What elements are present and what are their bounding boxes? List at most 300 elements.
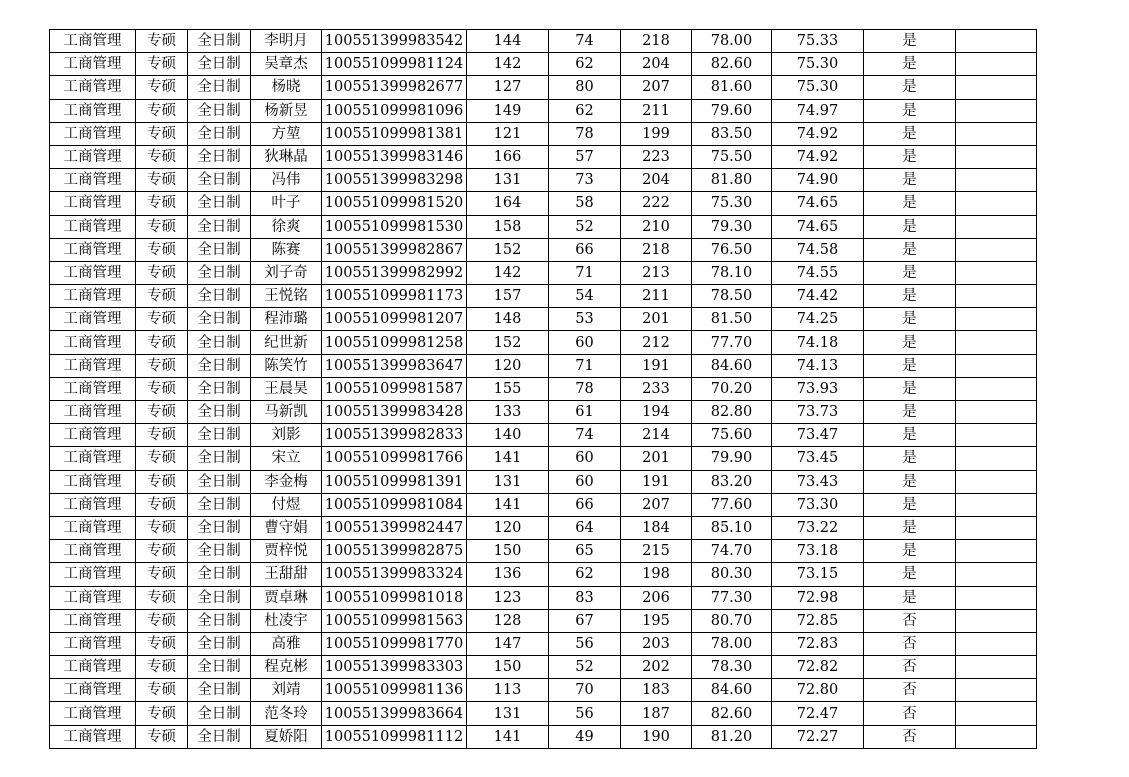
candidate-id-cell: 100551099981530 [322,215,467,238]
degree-type-cell: 专硕 [136,30,188,53]
study-mode-cell: 全日制 [188,401,251,424]
name-cell: 杨晓 [251,76,322,99]
table-row [50,609,1037,632]
score-a-cell: 128 [467,609,549,632]
interview-score-cell: 85.10 [692,516,772,539]
interview-score-cell: 84.60 [692,679,772,702]
admitted-cell: 是 [864,145,956,168]
score-a-cell: 113 [467,679,549,702]
name-cell: 纪世新 [251,331,322,354]
score-a-cell: 166 [467,145,549,168]
major-cell: 工商管理 [50,99,136,122]
final-score-cell: 73.93 [772,377,864,400]
interview-score-cell: 77.70 [692,331,772,354]
final-score-cell: 72.80 [772,679,864,702]
degree-type-cell: 专硕 [136,424,188,447]
score-a-cell: 150 [467,540,549,563]
score-a-cell: 148 [467,308,549,331]
interview-score-cell: 77.30 [692,586,772,609]
admitted-cell: 是 [864,238,956,261]
interview-score-cell: 81.80 [692,169,772,192]
admitted-cell: 是 [864,377,956,400]
name-cell: 贾卓琳 [251,586,322,609]
score-b-cell: 54 [549,285,621,308]
study-mode-cell: 全日制 [188,354,251,377]
admitted-cell: 是 [864,540,956,563]
degree-type-cell: 专硕 [136,285,188,308]
remark-cell [956,145,1037,168]
major-cell: 工商管理 [50,609,136,632]
final-score-cell: 75.30 [772,53,864,76]
interview-score-cell: 79.90 [692,447,772,470]
table-row [50,285,1037,308]
admitted-cell: 是 [864,354,956,377]
total-score-cell: 203 [621,632,692,655]
total-score-cell: 199 [621,122,692,145]
candidate-id-cell: 100551099981173 [322,285,467,308]
remark-cell [956,516,1037,539]
name-cell: 陈笑竹 [251,354,322,377]
score-a-cell: 133 [467,401,549,424]
admitted-cell: 是 [864,30,956,53]
remark-cell [956,586,1037,609]
candidate-id-cell: 100551399983542 [322,30,467,53]
degree-type-cell: 专硕 [136,215,188,238]
major-cell: 工商管理 [50,447,136,470]
score-a-cell: 158 [467,215,549,238]
major-cell: 工商管理 [50,331,136,354]
final-score-cell: 72.98 [772,586,864,609]
admitted-cell: 是 [864,493,956,516]
study-mode-cell: 全日制 [188,470,251,493]
total-score-cell: 195 [621,609,692,632]
remark-cell [956,215,1037,238]
major-cell: 工商管理 [50,470,136,493]
admitted-cell: 是 [864,169,956,192]
final-score-cell: 73.22 [772,516,864,539]
admitted-cell: 是 [864,424,956,447]
score-b-cell: 83 [549,586,621,609]
interview-score-cell: 79.30 [692,215,772,238]
degree-type-cell: 专硕 [136,192,188,215]
major-cell: 工商管理 [50,76,136,99]
interview-score-cell: 78.50 [692,285,772,308]
interview-score-cell: 80.30 [692,563,772,586]
remark-cell [956,725,1037,748]
major-cell: 工商管理 [50,424,136,447]
final-score-cell: 72.83 [772,632,864,655]
major-cell: 工商管理 [50,122,136,145]
candidate-id-cell: 100551399982992 [322,261,467,284]
score-b-cell: 49 [549,725,621,748]
degree-type-cell: 专硕 [136,609,188,632]
score-a-cell: 150 [467,656,549,679]
study-mode-cell: 全日制 [188,563,251,586]
score-a-cell: 131 [467,169,549,192]
remark-cell [956,447,1037,470]
score-b-cell: 64 [549,516,621,539]
total-score-cell: 187 [621,702,692,725]
score-a-cell: 142 [467,53,549,76]
score-b-cell: 65 [549,540,621,563]
name-cell: 杨新昱 [251,99,322,122]
final-score-cell: 75.33 [772,30,864,53]
admitted-cell: 是 [864,308,956,331]
degree-type-cell: 专硕 [136,308,188,331]
study-mode-cell: 全日制 [188,586,251,609]
total-score-cell: 212 [621,331,692,354]
candidate-id-cell: 100551099981018 [322,586,467,609]
final-score-cell: 72.47 [772,702,864,725]
score-b-cell: 66 [549,238,621,261]
candidate-id-cell: 100551399982875 [322,540,467,563]
table-row [50,470,1037,493]
study-mode-cell: 全日制 [188,285,251,308]
degree-type-cell: 专硕 [136,53,188,76]
remark-cell [956,53,1037,76]
score-b-cell: 78 [549,377,621,400]
final-score-cell: 73.47 [772,424,864,447]
major-cell: 工商管理 [50,540,136,563]
degree-type-cell: 专硕 [136,261,188,284]
score-b-cell: 80 [549,76,621,99]
name-cell: 范冬玲 [251,702,322,725]
total-score-cell: 218 [621,30,692,53]
degree-type-cell: 专硕 [136,540,188,563]
table-row [50,192,1037,215]
score-a-cell: 164 [467,192,549,215]
remark-cell [956,261,1037,284]
score-a-cell: 141 [467,447,549,470]
score-a-cell: 142 [467,261,549,284]
table-row [50,563,1037,586]
interview-score-cell: 82.60 [692,702,772,725]
table-row [50,725,1037,748]
name-cell: 程沛璐 [251,308,322,331]
major-cell: 工商管理 [50,679,136,702]
major-cell: 工商管理 [50,238,136,261]
final-score-cell: 74.92 [772,122,864,145]
major-cell: 工商管理 [50,493,136,516]
remark-cell [956,493,1037,516]
score-b-cell: 66 [549,493,621,516]
degree-type-cell: 专硕 [136,99,188,122]
name-cell: 陈赛 [251,238,322,261]
admitted-cell: 是 [864,122,956,145]
study-mode-cell: 全日制 [188,540,251,563]
total-score-cell: 218 [621,238,692,261]
table-row [50,145,1037,168]
table-row [50,632,1037,655]
candidate-id-cell: 100551099981587 [322,377,467,400]
major-cell: 工商管理 [50,145,136,168]
table-row [50,215,1037,238]
table-row [50,122,1037,145]
study-mode-cell: 全日制 [188,609,251,632]
table-row [50,424,1037,447]
interview-score-cell: 82.80 [692,401,772,424]
remark-cell [956,563,1037,586]
remark-cell [956,609,1037,632]
name-cell: 叶子 [251,192,322,215]
score-b-cell: 67 [549,609,621,632]
name-cell: 夏娇阳 [251,725,322,748]
study-mode-cell: 全日制 [188,308,251,331]
score-table [49,29,1037,749]
score-b-cell: 60 [549,447,621,470]
remark-cell [956,401,1037,424]
name-cell: 方堃 [251,122,322,145]
admitted-cell: 是 [864,215,956,238]
major-cell: 工商管理 [50,30,136,53]
study-mode-cell: 全日制 [188,192,251,215]
admitted-cell: 是 [864,470,956,493]
degree-type-cell: 专硕 [136,447,188,470]
score-b-cell: 61 [549,401,621,424]
major-cell: 工商管理 [50,377,136,400]
interview-score-cell: 75.30 [692,192,772,215]
candidate-id-cell: 100551099981563 [322,609,467,632]
total-score-cell: 233 [621,377,692,400]
final-score-cell: 74.55 [772,261,864,284]
score-b-cell: 62 [549,99,621,122]
study-mode-cell: 全日制 [188,261,251,284]
major-cell: 工商管理 [50,725,136,748]
study-mode-cell: 全日制 [188,99,251,122]
major-cell: 工商管理 [50,563,136,586]
final-score-cell: 74.97 [772,99,864,122]
name-cell: 吴章杰 [251,53,322,76]
score-b-cell: 62 [549,563,621,586]
total-score-cell: 206 [621,586,692,609]
score-a-cell: 152 [467,238,549,261]
candidate-id-cell: 100551099981207 [322,308,467,331]
score-a-cell: 120 [467,516,549,539]
major-cell: 工商管理 [50,215,136,238]
total-score-cell: 201 [621,308,692,331]
table-row [50,238,1037,261]
score-b-cell: 52 [549,215,621,238]
major-cell: 工商管理 [50,192,136,215]
remark-cell [956,76,1037,99]
score-b-cell: 74 [549,30,621,53]
remark-cell [956,632,1037,655]
table-body [50,30,1037,749]
score-a-cell: 157 [467,285,549,308]
table-row [50,679,1037,702]
major-cell: 工商管理 [50,586,136,609]
candidate-id-cell: 100551099981112 [322,725,467,748]
name-cell: 付煜 [251,493,322,516]
table-row [50,99,1037,122]
score-b-cell: 71 [549,261,621,284]
candidate-id-cell: 100551399983664 [322,702,467,725]
score-b-cell: 52 [549,656,621,679]
total-score-cell: 198 [621,563,692,586]
degree-type-cell: 专硕 [136,679,188,702]
name-cell: 李金梅 [251,470,322,493]
name-cell: 马新凯 [251,401,322,424]
admitted-cell: 是 [864,53,956,76]
admitted-cell: 是 [864,447,956,470]
degree-type-cell: 专硕 [136,122,188,145]
score-a-cell: 152 [467,331,549,354]
name-cell: 王晨昊 [251,377,322,400]
name-cell: 狄琳晶 [251,145,322,168]
major-cell: 工商管理 [50,285,136,308]
admitted-cell: 否 [864,609,956,632]
remark-cell [956,679,1037,702]
candidate-id-cell: 100551099981136 [322,679,467,702]
degree-type-cell: 专硕 [136,563,188,586]
name-cell: 刘靖 [251,679,322,702]
admitted-cell: 否 [864,679,956,702]
degree-type-cell: 专硕 [136,702,188,725]
degree-type-cell: 专硕 [136,377,188,400]
score-a-cell: 155 [467,377,549,400]
candidate-id-cell: 100551099981084 [322,493,467,516]
name-cell: 曹守娟 [251,516,322,539]
interview-score-cell: 84.60 [692,354,772,377]
study-mode-cell: 全日制 [188,447,251,470]
admitted-cell: 否 [864,632,956,655]
remark-cell [956,30,1037,53]
remark-cell [956,285,1037,308]
admitted-cell: 是 [864,563,956,586]
score-b-cell: 73 [549,169,621,192]
score-a-cell: 147 [467,632,549,655]
table-row [50,493,1037,516]
major-cell: 工商管理 [50,354,136,377]
name-cell: 王悦铭 [251,285,322,308]
remark-cell [956,192,1037,215]
total-score-cell: 211 [621,285,692,308]
table-row [50,354,1037,377]
total-score-cell: 213 [621,261,692,284]
table-row [50,30,1037,53]
total-score-cell: 201 [621,447,692,470]
score-a-cell: 136 [467,563,549,586]
interview-score-cell: 81.50 [692,308,772,331]
final-score-cell: 72.82 [772,656,864,679]
score-a-cell: 149 [467,99,549,122]
candidate-id-cell: 100551099981258 [322,331,467,354]
table-row [50,656,1037,679]
study-mode-cell: 全日制 [188,122,251,145]
remark-cell [956,470,1037,493]
total-score-cell: 207 [621,76,692,99]
degree-type-cell: 专硕 [136,354,188,377]
final-score-cell: 74.65 [772,192,864,215]
final-score-cell: 72.27 [772,725,864,748]
score-a-cell: 127 [467,76,549,99]
degree-type-cell: 专硕 [136,145,188,168]
degree-type-cell: 专硕 [136,725,188,748]
score-a-cell: 120 [467,354,549,377]
total-score-cell: 211 [621,99,692,122]
score-a-cell: 141 [467,725,549,748]
major-cell: 工商管理 [50,401,136,424]
name-cell: 刘影 [251,424,322,447]
name-cell: 李明月 [251,30,322,53]
table-row [50,586,1037,609]
table-row [50,331,1037,354]
study-mode-cell: 全日制 [188,30,251,53]
major-cell: 工商管理 [50,656,136,679]
remark-cell [956,238,1037,261]
study-mode-cell: 全日制 [188,656,251,679]
interview-score-cell: 78.10 [692,261,772,284]
total-score-cell: 183 [621,679,692,702]
interview-score-cell: 79.60 [692,99,772,122]
degree-type-cell: 专硕 [136,632,188,655]
table-row [50,76,1037,99]
score-a-cell: 123 [467,586,549,609]
remark-cell [956,702,1037,725]
score-b-cell: 78 [549,122,621,145]
admitted-cell: 是 [864,99,956,122]
score-b-cell: 53 [549,308,621,331]
admitted-cell: 是 [864,516,956,539]
interview-score-cell: 77.60 [692,493,772,516]
candidate-id-cell: 100551099981381 [322,122,467,145]
final-score-cell: 74.90 [772,169,864,192]
total-score-cell: 191 [621,470,692,493]
study-mode-cell: 全日制 [188,238,251,261]
degree-type-cell: 专硕 [136,586,188,609]
candidate-id-cell: 100551399983428 [322,401,467,424]
table-row [50,401,1037,424]
degree-type-cell: 专硕 [136,470,188,493]
final-score-cell: 74.58 [772,238,864,261]
interview-score-cell: 76.50 [692,238,772,261]
remark-cell [956,424,1037,447]
remark-cell [956,122,1037,145]
study-mode-cell: 全日制 [188,377,251,400]
remark-cell [956,354,1037,377]
score-b-cell: 57 [549,145,621,168]
final-score-cell: 73.15 [772,563,864,586]
study-mode-cell: 全日制 [188,725,251,748]
table-row [50,308,1037,331]
interview-score-cell: 78.00 [692,632,772,655]
table-row [50,702,1037,725]
remark-cell [956,540,1037,563]
name-cell: 高雅 [251,632,322,655]
admitted-cell: 是 [864,285,956,308]
total-score-cell: 190 [621,725,692,748]
table-row [50,261,1037,284]
table-row [50,516,1037,539]
study-mode-cell: 全日制 [188,53,251,76]
final-score-cell: 73.18 [772,540,864,563]
interview-score-cell: 81.20 [692,725,772,748]
admitted-cell: 否 [864,656,956,679]
total-score-cell: 204 [621,53,692,76]
degree-type-cell: 专硕 [136,169,188,192]
score-b-cell: 74 [549,424,621,447]
candidate-id-cell: 100551099981766 [322,447,467,470]
interview-score-cell: 83.50 [692,122,772,145]
interview-score-cell: 74.70 [692,540,772,563]
total-score-cell: 184 [621,516,692,539]
major-cell: 工商管理 [50,308,136,331]
admitted-cell: 是 [864,331,956,354]
final-score-cell: 74.92 [772,145,864,168]
table-row [50,447,1037,470]
total-score-cell: 215 [621,540,692,563]
candidate-id-cell: 100551399983324 [322,563,467,586]
